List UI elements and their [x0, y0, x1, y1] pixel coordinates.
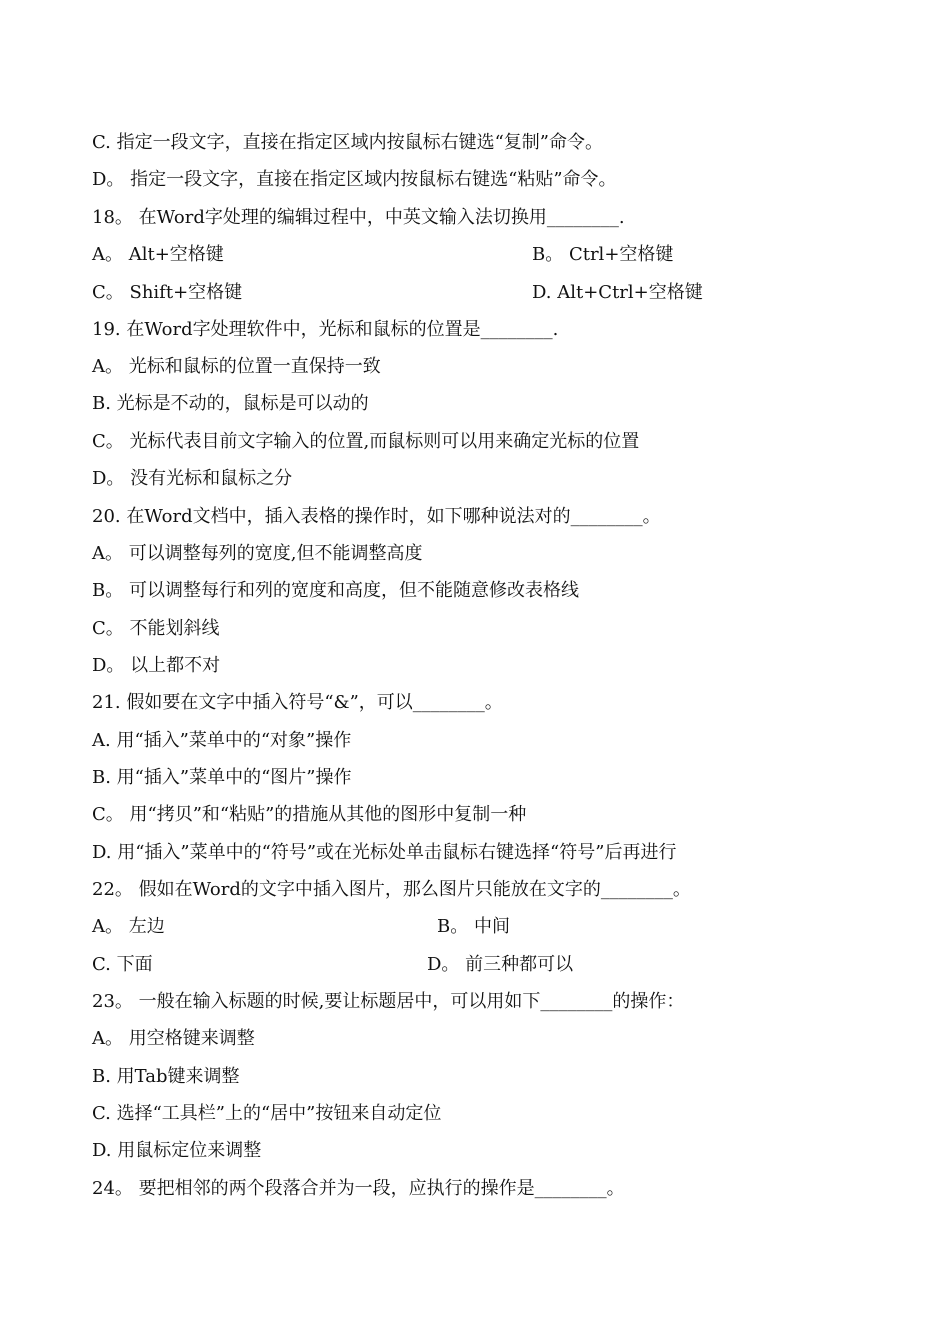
- option-21d: D. 用“插入”菜单中的“符号”或在光标处单击鼠标右键选择“符号”后再进行: [92, 842, 677, 863]
- option-18d: D. Alt+Ctrl+空格键: [532, 282, 703, 303]
- question-22: 22。 假如在Word的文字中插入图片，那么图片只能放在文字的________。: [92, 879, 691, 900]
- option-22a: A。 左边: [92, 916, 165, 937]
- option-21c: C。 用“拷贝”和“粘贴”的措施从其他的图形中复制一种: [92, 804, 527, 825]
- option-23b: B. 用Tab键来调整: [92, 1066, 240, 1087]
- question-19: 19. 在Word字处理软件中，光标和鼠标的位置是________.: [92, 319, 559, 340]
- option-20d: D。 以上都不对: [92, 655, 221, 676]
- question-21: 21. 假如要在文字中插入符号“&”，可以________。: [92, 692, 503, 713]
- option-20c: C。 不能划斜线: [92, 618, 220, 639]
- option-18a: A。 Alt+空格键: [92, 244, 224, 265]
- option-19b: B. 光标是不动的，鼠标是可以动的: [92, 393, 369, 414]
- option-17d: D。 指定一段文字，直接在指定区域内按鼠标右键选“粘贴”命令。: [92, 169, 617, 190]
- question-23: 23。 一般在输入标题的时候,要让标题居中，可以用如下________的操作：: [92, 991, 685, 1012]
- option-18c: C。 Shift+空格键: [92, 282, 243, 303]
- option-19d: D。 没有光标和鼠标之分: [92, 468, 293, 489]
- option-18b: B。 Ctrl+空格键: [532, 244, 674, 265]
- option-21a: A. 用“插入”菜单中的“对象”操作: [92, 730, 352, 751]
- option-17c: C. 指定一段文字，直接在指定区域内按鼠标右键选“复制”命令。: [92, 132, 603, 153]
- question-24: 24。 要把相邻的两个段落合并为一段，应执行的操作是________。: [92, 1178, 625, 1199]
- option-22d: D。 前三种都可以: [427, 954, 574, 975]
- option-20b: B。 可以调整每行和列的宽度和高度，但不能随意修改表格线: [92, 580, 579, 601]
- option-19c: C。 光标代表目前文字输入的位置,而鼠标则可以用来确定光标的位置: [92, 431, 640, 452]
- question-18: 18。 在Word字处理的编辑过程中，中英文输入法切换用________.: [92, 207, 625, 228]
- question-20: 20. 在Word文档中，插入表格的操作时，如下哪种说法对的________。: [92, 506, 661, 527]
- option-21b: B. 用“插入”菜单中的“图片”操作: [92, 767, 352, 788]
- option-22b: B。 中间: [437, 916, 510, 937]
- option-23d: D. 用鼠标定位来调整: [92, 1140, 262, 1161]
- option-20a: A。 可以调整每列的宽度,但不能调整高度: [92, 543, 423, 564]
- option-23c: C. 选择“工具栏”上的“居中”按钮来自动定位: [92, 1103, 442, 1124]
- option-23a: A。 用空格键来调整: [92, 1028, 255, 1049]
- option-22c: C. 下面: [92, 954, 153, 975]
- option-19a: A。 光标和鼠标的位置一直保持一致: [92, 356, 381, 377]
